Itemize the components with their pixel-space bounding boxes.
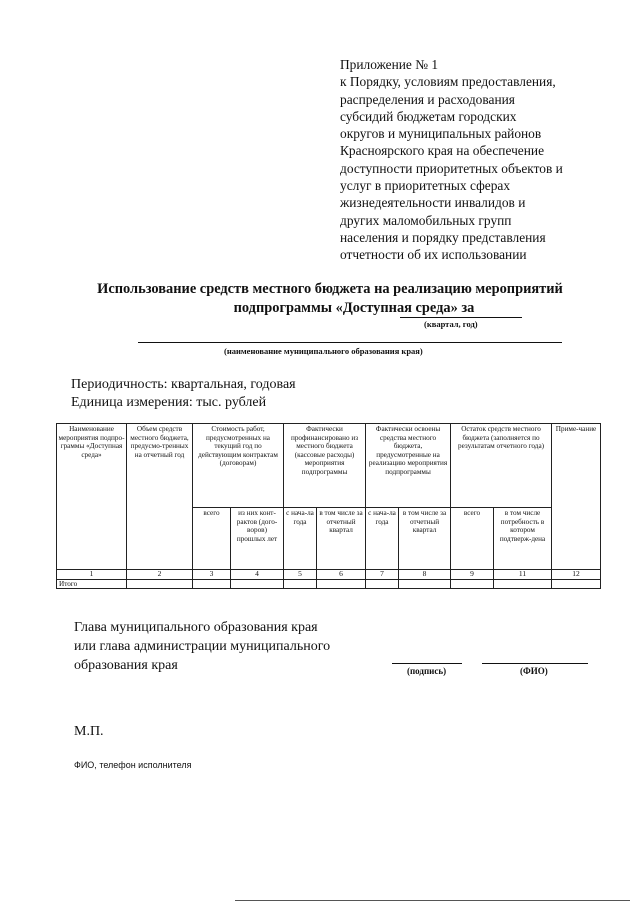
signature-title-line: Глава муниципального образования края — [74, 620, 318, 635]
subheader-remainder-total: всего — [451, 508, 494, 570]
signature-title-line: образования края — [74, 658, 178, 673]
column-number: 4 — [231, 570, 284, 580]
total-cell[interactable] — [552, 579, 601, 589]
header-note: Приме-чание — [552, 424, 601, 570]
appendix-line: жизнедеятельности инвалидов и — [340, 195, 526, 211]
column-number: 8 — [399, 570, 451, 580]
column-number: 5 — [284, 570, 317, 580]
appendix-line: населения и порядку представления — [340, 229, 546, 245]
appendix-header — [340, 56, 610, 264]
appendix-line: услуг в приоритетных сферах — [340, 178, 511, 194]
report-table — [56, 423, 601, 589]
subheader-in-quarter-1: в том числе за отчетный квартал — [317, 508, 366, 570]
appendix-line: субсидий бюджетам городских — [340, 108, 517, 124]
name-blank-line[interactable] — [482, 663, 588, 664]
header-spent: Фактически освоены средства местного бюджета, предусмотренные на реализацию мероприятия подпрограммы — [366, 424, 451, 508]
appendix-line: других маломобильных групп — [340, 212, 512, 228]
unit-text: Единица измерения: тыс. рублей — [71, 395, 267, 410]
column-number: 7 — [366, 570, 399, 580]
subheader-from-start-1: с нача-ла года — [284, 508, 317, 570]
column-number: 2 — [127, 570, 193, 580]
table-header-row — [57, 424, 601, 508]
total-cell[interactable] — [399, 579, 451, 589]
total-cell[interactable] — [494, 579, 552, 589]
footer-divider — [235, 900, 630, 901]
appendix-line: к Порядку, условиям предоставления, — [340, 74, 556, 90]
form-title-line-2 — [40, 299, 620, 318]
column-number: 3 — [193, 570, 231, 580]
column-number: 6 — [317, 570, 366, 580]
total-cell[interactable] — [127, 579, 193, 589]
signature-block — [74, 618, 330, 675]
total-cell[interactable] — [317, 579, 366, 589]
total-cell[interactable] — [366, 579, 399, 589]
form-title-line-2-text: подпрограммы «Доступная среда» за — [233, 300, 475, 316]
total-row — [57, 579, 601, 589]
executor-caption: ФИО, телефон исполнителя — [74, 760, 192, 770]
appendix-line: отчетности об их использовании — [340, 247, 527, 263]
quarter-caption: (квартал, год) — [424, 319, 478, 329]
header-name: Наименование мероприятия подпро-граммы «Доступная среда» — [57, 424, 127, 570]
total-cell[interactable] — [451, 579, 494, 589]
header-financed: Фактически профинансировано из местного бюджета (кассовые расходы) мероприятия подпрограммы — [284, 424, 366, 508]
appendix-line: доступности приоритетных объектов и — [340, 160, 563, 176]
name-caption: (ФИО) — [520, 666, 548, 676]
municipality-caption: (наименование муниципального образования края) — [224, 346, 423, 356]
signature-blank-line[interactable] — [392, 663, 462, 664]
periodicity-text: Периодичность: квартальная, годовая — [71, 377, 296, 392]
total-cell[interactable] — [193, 579, 231, 589]
total-label: Итого — [57, 579, 127, 589]
appendix-line: распределения и расходования — [340, 91, 515, 107]
form-title — [40, 280, 620, 318]
column-number: 12 — [552, 570, 601, 580]
column-number: 11 — [494, 570, 552, 580]
signature-title-line: или глава администрации муниципального — [74, 639, 331, 654]
header-volume: Объем средств местного бюджета, предусмо-тренных на отчетный год — [127, 424, 193, 570]
appendix-line: Красноярского края на обеспечение — [340, 143, 545, 159]
subheader-remainder-need: в том числе потребность в котором подтверж-дена — [494, 508, 552, 570]
subheader-past-years: из них конт-рактов (дого-воров) прошлых лет — [231, 508, 284, 570]
subheader-from-start-2: с нача-ла года — [366, 508, 399, 570]
column-number: 1 — [57, 570, 127, 580]
quarter-blank-line[interactable] — [400, 317, 522, 318]
municipality-blank-line[interactable] — [138, 342, 562, 343]
appendix-line: округов и муниципальных районов — [340, 126, 542, 142]
header-remainder: Остаток средств местного бюджета (заполняется по результатам отчетного года) — [451, 424, 552, 508]
total-cell[interactable] — [231, 579, 284, 589]
period-block — [71, 376, 296, 412]
header-contracts: Стоимость работ, предусмотренных на текущий год по действующим контрактам (договорам) — [193, 424, 284, 508]
form-title-line-1: Использование средств местного бюджета на реализацию мероприятий — [97, 281, 563, 297]
subheader-total: всего — [193, 508, 231, 570]
column-number-row — [57, 570, 601, 580]
subheader-in-quarter-2: в том числе за отчетный квартал — [399, 508, 451, 570]
stamp-place: М.П. — [74, 724, 104, 739]
column-number: 9 — [451, 570, 494, 580]
signature-caption: (подпись) — [407, 666, 447, 676]
appendix-line: Приложение № 1 — [340, 57, 439, 72]
total-cell[interactable] — [284, 579, 317, 589]
